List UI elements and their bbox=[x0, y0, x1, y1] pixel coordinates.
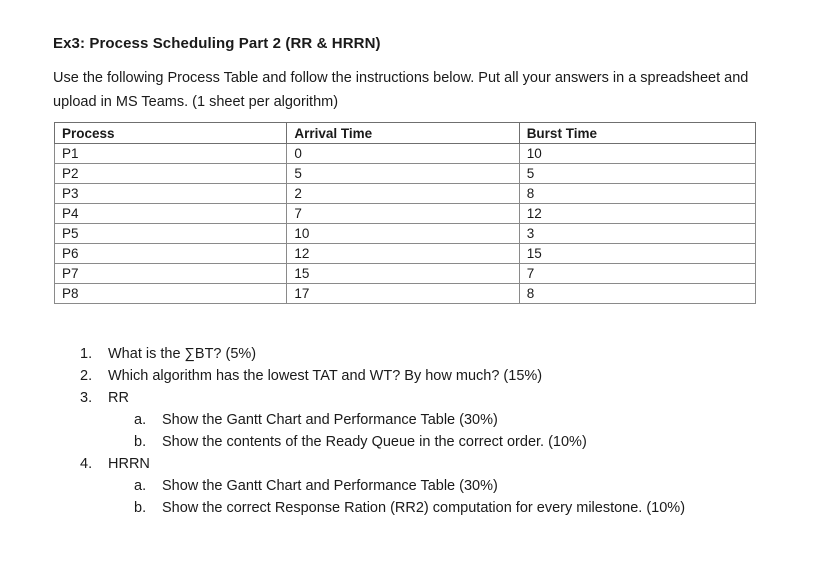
table-row bbox=[55, 224, 756, 244]
question-item bbox=[80, 365, 685, 387]
sub-question-letter: b. bbox=[134, 434, 147, 450]
sub-question-item bbox=[134, 497, 685, 519]
column-header-burst-time: Burst Time bbox=[519, 123, 755, 144]
process-table bbox=[54, 122, 756, 304]
burst-time-cell: 5 bbox=[519, 164, 755, 184]
arrival-time-cell: 5 bbox=[287, 164, 519, 184]
process-cell: P6 bbox=[55, 244, 287, 264]
sub-question-letter: b. bbox=[134, 500, 147, 516]
sub-question-item bbox=[134, 409, 685, 431]
burst-time-cell: 8 bbox=[519, 184, 755, 204]
sub-question-text: Show the Gantt Chart and Performance Table (30%) bbox=[162, 478, 498, 494]
table-row bbox=[55, 244, 756, 264]
table-header-row bbox=[55, 123, 756, 144]
burst-time-cell: 15 bbox=[519, 244, 755, 264]
intro-paragraph: Use the following Process Table and follow the instructions below. Put all your answers in a spreadsheet and upload in MS Teams. (1 sheet per algorithm) bbox=[53, 70, 749, 110]
column-header-arrival-time: Arrival Time bbox=[287, 123, 519, 144]
question-list bbox=[80, 343, 685, 519]
sub-question-text: Show the contents of the Ready Queue in the correct order. (10%) bbox=[162, 434, 587, 450]
sub-question-letter: a. bbox=[134, 412, 147, 428]
sub-question-text: Show the correct Response Ration (RR2) computation for every milestone. (10%) bbox=[162, 500, 686, 516]
question-number: 4. bbox=[80, 456, 93, 472]
burst-time-cell: 3 bbox=[519, 224, 755, 244]
process-cell: P7 bbox=[55, 264, 287, 284]
column-header-process: Process bbox=[55, 123, 287, 144]
arrival-time-cell: 7 bbox=[287, 204, 519, 224]
question-item bbox=[80, 453, 685, 519]
process-cell: P4 bbox=[55, 204, 287, 224]
sub-question-list bbox=[134, 475, 685, 519]
question-item bbox=[80, 343, 685, 365]
arrival-time-cell: 2 bbox=[287, 184, 519, 204]
burst-time-cell: 8 bbox=[519, 284, 755, 304]
page-title: Ex3: Process Scheduling Part 2 (RR & HRRN) bbox=[53, 35, 381, 52]
question-text: RR bbox=[108, 390, 129, 406]
table-row bbox=[55, 284, 756, 304]
question-text: HRRN bbox=[108, 456, 150, 472]
table-row bbox=[55, 184, 756, 204]
sub-question-item bbox=[134, 475, 685, 497]
table-row bbox=[55, 144, 756, 164]
process-cell: P2 bbox=[55, 164, 287, 184]
question-number: 1. bbox=[80, 346, 93, 362]
table-row bbox=[55, 204, 756, 224]
question-number: 2. bbox=[80, 368, 93, 384]
question-text: What is the ∑BT? (5%) bbox=[108, 346, 257, 362]
table-row bbox=[55, 164, 756, 184]
arrival-time-cell: 10 bbox=[287, 224, 519, 244]
sub-question-text: Show the Gantt Chart and Performance Table (30%) bbox=[162, 412, 498, 428]
burst-time-cell: 7 bbox=[519, 264, 755, 284]
table-row bbox=[55, 264, 756, 284]
process-cell: P3 bbox=[55, 184, 287, 204]
arrival-time-cell: 17 bbox=[287, 284, 519, 304]
sub-question-letter: a. bbox=[134, 478, 147, 494]
sub-question-item bbox=[134, 431, 685, 453]
process-cell: P8 bbox=[55, 284, 287, 304]
process-cell: P5 bbox=[55, 224, 287, 244]
burst-time-cell: 12 bbox=[519, 204, 755, 224]
arrival-time-cell: 12 bbox=[287, 244, 519, 264]
arrival-time-cell: 0 bbox=[287, 144, 519, 164]
question-item bbox=[80, 387, 685, 453]
burst-time-cell: 10 bbox=[519, 144, 755, 164]
process-cell: P1 bbox=[55, 144, 287, 164]
question-text: Which algorithm has the lowest TAT and WT? By how much? (15%) bbox=[108, 368, 543, 384]
sub-question-list bbox=[134, 409, 685, 453]
question-number: 3. bbox=[80, 390, 93, 406]
arrival-time-cell: 15 bbox=[287, 264, 519, 284]
